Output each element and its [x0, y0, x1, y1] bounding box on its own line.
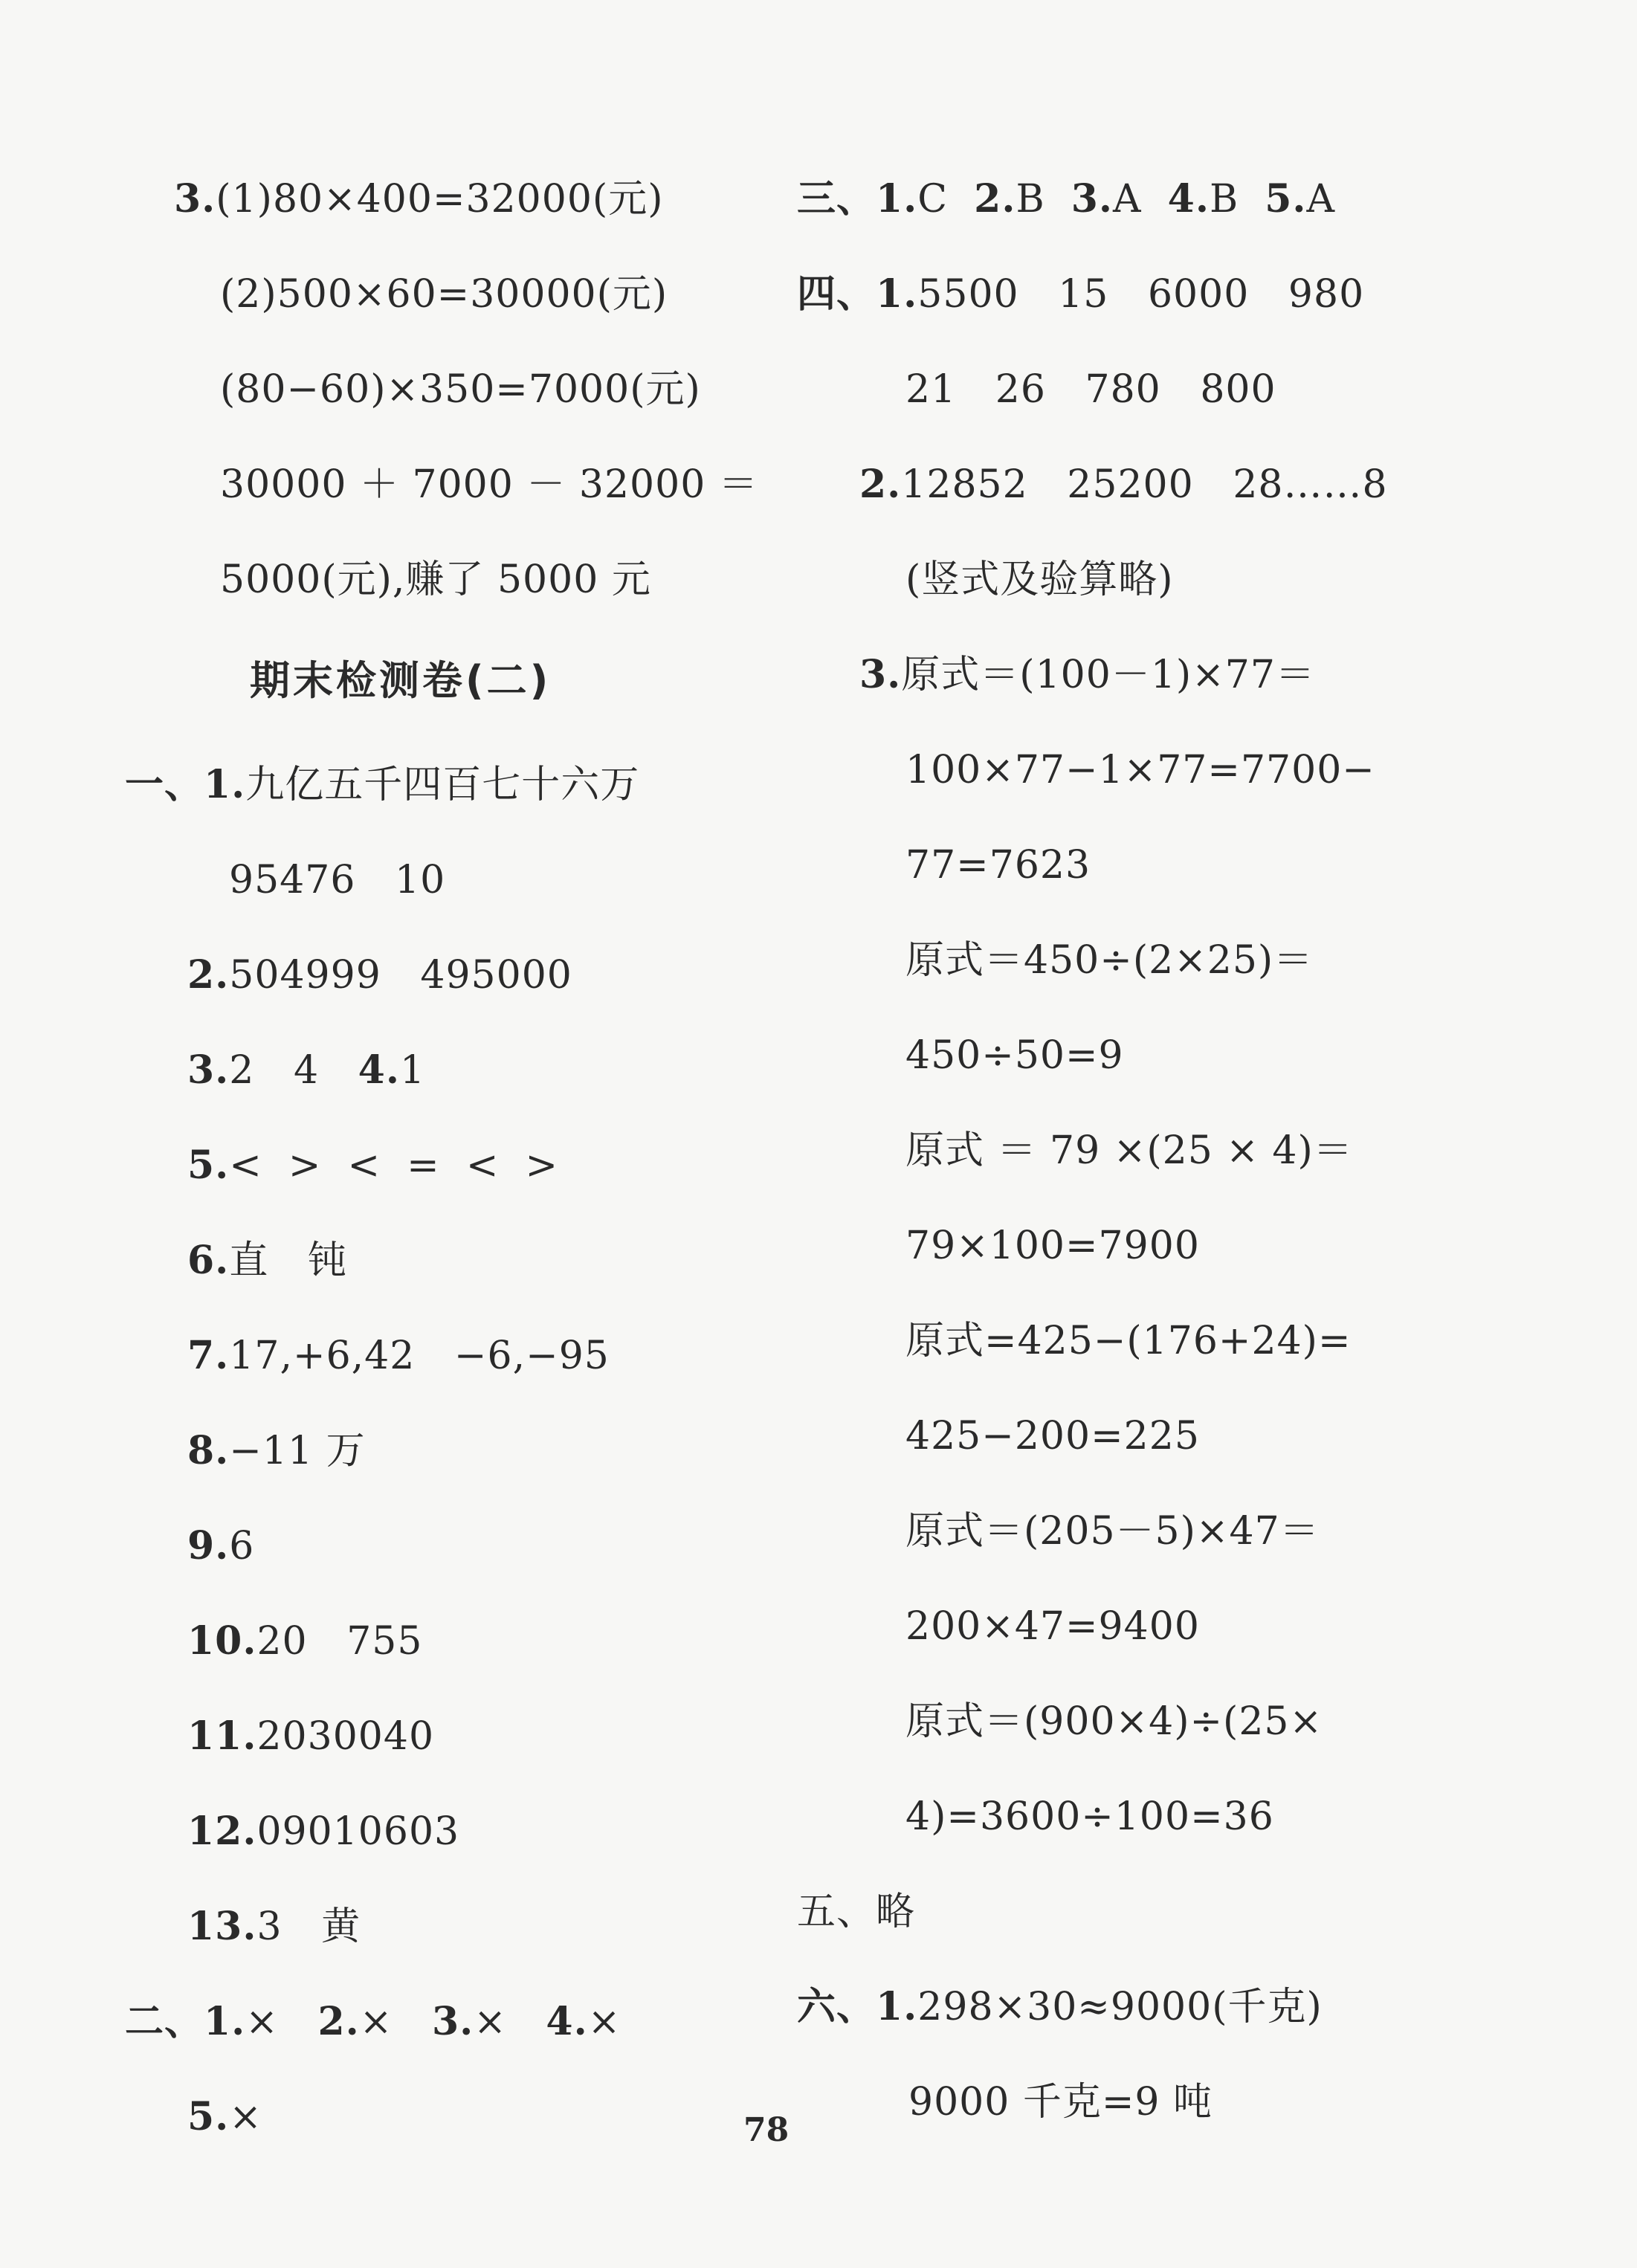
- answer-text: 2030040: [256, 1714, 435, 1759]
- answer-text: 5000(元),赚了 5000 元: [220, 558, 651, 602]
- answer-text: 原式＝450÷(2×25)＝: [905, 938, 1314, 983]
- right-line: [905, 746, 1375, 794]
- answer-text: (1)80×400=32000(元): [216, 177, 664, 222]
- right-line: [859, 461, 1388, 508]
- answer-number: 3.: [431, 1999, 474, 2044]
- answer-text: B: [1016, 177, 1071, 222]
- answer-text: ×: [229, 2095, 262, 2139]
- answer-number: 8.: [187, 1428, 230, 1473]
- answer-text: −11 万: [229, 1429, 366, 1473]
- answer-number: 2.: [859, 462, 902, 507]
- answer-number: 4.: [1167, 176, 1210, 222]
- answer-text: 九亿五千四百七十六万: [245, 763, 640, 807]
- answer-number: 12.: [187, 1809, 257, 1854]
- section-title: 期末检测卷(二): [250, 657, 552, 704]
- answer-text: 五、略: [797, 1890, 916, 1934]
- answer-number: 2.: [187, 952, 230, 998]
- answer-text: 1: [399, 1048, 426, 1093]
- answer-text: ×: [359, 2000, 432, 2044]
- answer-text: 30000 ＋ 7000 － 32000 ＝: [220, 462, 758, 507]
- left-line: [187, 1618, 422, 1665]
- right-line: [905, 1603, 1200, 1650]
- answer-number: 3.: [174, 176, 216, 222]
- answer-number: 六、1.: [797, 1984, 918, 2029]
- answer-text: 3 黄: [256, 1904, 361, 1949]
- answer-number: 3.: [187, 1047, 230, 1093]
- answer-number: 3.: [859, 652, 902, 697]
- right-line: [905, 1127, 1353, 1175]
- answer-number: 5.: [187, 2094, 230, 2139]
- right-line: [797, 1888, 915, 1936]
- answer-text: 450÷50=9: [905, 1033, 1124, 1078]
- answer-number: 4.: [546, 1999, 588, 2044]
- left-line: [187, 1332, 610, 1380]
- answer-text: 298×30≈9000(千克): [917, 1985, 1323, 2029]
- right-line: [905, 1508, 1320, 1555]
- answer-number: 2.: [317, 1999, 360, 2044]
- answer-text: A: [1306, 177, 1336, 222]
- answer-text: ×: [474, 2000, 546, 2044]
- answer-number: 6.: [187, 1238, 230, 1283]
- right-line: [797, 1983, 1323, 2031]
- left-line: [187, 952, 572, 999]
- answer-number: 二、1.: [125, 1999, 246, 2044]
- left-line: [220, 271, 668, 318]
- left-line: [125, 1998, 621, 2046]
- left-line: [220, 556, 651, 604]
- right-line: [905, 937, 1313, 984]
- answer-number: 四、1.: [797, 271, 918, 317]
- answer-text: 200×47=9400: [905, 1604, 1200, 1649]
- left-line: [220, 461, 758, 508]
- answer-text: 425−200=225: [905, 1414, 1200, 1458]
- answer-text: 95476 10: [229, 858, 446, 902]
- answer-text: 2 4: [229, 1048, 358, 1093]
- right-line: [905, 1317, 1352, 1365]
- answer-text: 原式＝(205－5)×47＝: [905, 1509, 1320, 1554]
- right-line: [905, 556, 1174, 604]
- answer-number: 11.: [187, 1713, 257, 1759]
- answer-number: 13.: [187, 1904, 257, 1949]
- answer-text: 6: [229, 1524, 255, 1568]
- answer-text: ×: [245, 2000, 318, 2044]
- left-line: [187, 1713, 434, 1760]
- answer-text: 12852 25200 28……8: [901, 462, 1388, 507]
- answer-text: 4)=3600÷100=36: [905, 1794, 1274, 1839]
- answer-text: 504999 495000: [229, 953, 572, 998]
- right-line: [905, 1793, 1274, 1841]
- right-line: [905, 841, 1091, 889]
- answer-text: (80−60)×350=7000(元): [220, 367, 701, 412]
- answer-text: 9000 千克=9 吨: [908, 2080, 1213, 2125]
- answer-text: 17,+6,42 −6,−95: [229, 1334, 610, 1378]
- left-line: [220, 366, 701, 413]
- answer-text: 直 钝: [229, 1238, 347, 1283]
- answer-text: 77=7623: [905, 843, 1091, 888]
- answer-number: 三、1.: [797, 176, 918, 222]
- left-line: [187, 1142, 558, 1189]
- answer-text: (2)500×60=30000(元): [220, 272, 668, 317]
- answer-number: 9.: [187, 1523, 230, 1568]
- answer-text: 79×100=7900: [905, 1224, 1200, 1268]
- answer-text: A: [1113, 177, 1168, 222]
- answer-text: C: [917, 177, 975, 222]
- left-line: [125, 761, 639, 809]
- answer-number: 5.: [187, 1143, 230, 1188]
- left-line: [187, 1808, 459, 1855]
- left-line: [174, 175, 664, 223]
- answer-text: 原式＝(900×4)÷(25×: [905, 1699, 1323, 1744]
- left-line: [187, 1522, 254, 1570]
- page-number: 78: [743, 2111, 790, 2149]
- answer-text: 原式＝(100－1)×77＝: [901, 653, 1315, 697]
- left-line: [187, 1047, 425, 1094]
- left-line: [187, 1903, 361, 1951]
- answer-number: 2.: [974, 176, 1016, 222]
- right-line: [905, 1698, 1323, 1745]
- answer-number: 4.: [358, 1047, 400, 1093]
- answer-text: 09010603: [256, 1809, 460, 1854]
- answer-number: 5.: [1265, 176, 1307, 222]
- right-line: [905, 1222, 1200, 1270]
- answer-text: (竖式及验算略): [905, 558, 1174, 602]
- answer-text: ×: [587, 2000, 621, 2044]
- answer-number: 10.: [187, 1618, 257, 1664]
- answer-text: 5500 15 6000 980: [917, 272, 1365, 317]
- right-line: [905, 1412, 1200, 1460]
- answer-text: 100×77−1×77=7700−: [905, 748, 1375, 792]
- right-line: [905, 1032, 1124, 1079]
- right-line: [905, 366, 1276, 413]
- answer-text: 21 26 780 800: [905, 367, 1276, 412]
- answer-text: B: [1209, 177, 1265, 222]
- answer-number: 一、1.: [125, 762, 246, 807]
- left-line: [229, 856, 445, 904]
- answer-text: 原式=425−(176+24)=: [905, 1319, 1352, 1363]
- answer-text: < > < = < >: [229, 1143, 559, 1188]
- answer-text: 原式 ＝ 79 ×(25 × 4)＝: [905, 1128, 1353, 1173]
- right-line: [859, 651, 1315, 699]
- left-line: [187, 2093, 262, 2141]
- right-line: [797, 175, 1335, 223]
- left-line: [187, 1237, 347, 1285]
- answer-number: 7.: [187, 1333, 230, 1378]
- right-line: [908, 2078, 1213, 2126]
- right-line: [797, 271, 1364, 318]
- answer-text: 20 755: [256, 1619, 423, 1664]
- left-line: [187, 1427, 366, 1475]
- answer-number: 3.: [1071, 176, 1114, 222]
